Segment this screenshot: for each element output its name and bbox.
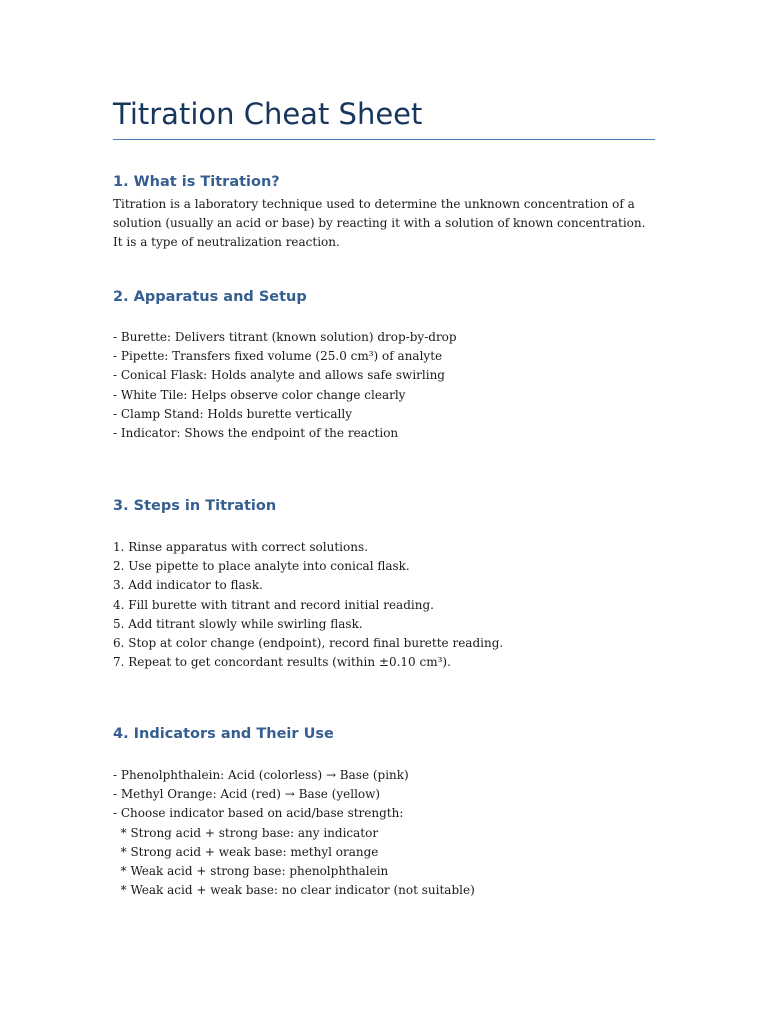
list-item: - Clamp Stand: Holds burette vertically [113, 406, 352, 421]
section-heading-apparatus: 2. Apparatus and Setup [113, 289, 307, 305]
list-item: - Choose indicator based on acid/base strength: [113, 806, 404, 821]
list-item: * Strong acid + weak base: methyl orange [113, 844, 379, 859]
indicators-list [113, 766, 475, 900]
apparatus-list [113, 328, 457, 443]
title-underline [113, 139, 655, 140]
list-item: 5. Add titrant slowly while swirling flask. [113, 616, 363, 631]
section-heading-steps: 3. Steps in Titration [113, 498, 277, 514]
list-item: 3. Add indicator to flask. [113, 578, 263, 593]
section-paragraph-what-is-titration: Titration is a laboratory technique used to determine the unknown concentration of a solution (usually an acid or base) by reacting it with a solution of known concentration. It is a type of neutralization reaction. [113, 197, 646, 250]
list-item: 2. Use pipette to place analyte into conical flask. [113, 559, 410, 574]
list-item: - Indicator: Shows the endpoint of the reaction [113, 425, 399, 440]
list-item: * Weak acid + strong base: phenolphthalein [113, 863, 389, 878]
page-title: Titration Cheat Sheet [113, 97, 423, 131]
list-item: * Weak acid + weak base: no clear indicator (not suitable) [113, 883, 475, 898]
list-item: - Methyl Orange: Acid (red) → Base (yellow) [113, 787, 381, 802]
list-item: 7. Repeat to get concordant results (within ±0.10 cm³). [113, 655, 451, 670]
steps-list [113, 538, 503, 672]
list-item: * Strong acid + strong base: any indicator [113, 825, 379, 840]
section-heading-what-is-titration: 1. What is Titration? [113, 174, 280, 190]
list-item: 6. Stop at color change (endpoint), record final burette reading. [113, 635, 504, 650]
list-item: - White Tile: Helps observe color change clearly [113, 387, 406, 402]
list-item: - Phenolphthalein: Acid (colorless) → Base (pink) [113, 768, 409, 782]
list-item: - Pipette: Transfers fixed volume (25.0 cm³) of analyte [113, 349, 443, 364]
section-heading-indicators: 4. Indicators and Their Use [113, 726, 334, 742]
list-item: - Burette: Delivers titrant (known solution) drop-by-drop [113, 330, 457, 344]
list-item: 1. Rinse apparatus with correct solutions. [113, 540, 368, 554]
list-item: 4. Fill burette with titrant and record initial reading. [113, 597, 434, 612]
list-item: - Conical Flask: Holds analyte and allows safe swirling [113, 368, 445, 383]
